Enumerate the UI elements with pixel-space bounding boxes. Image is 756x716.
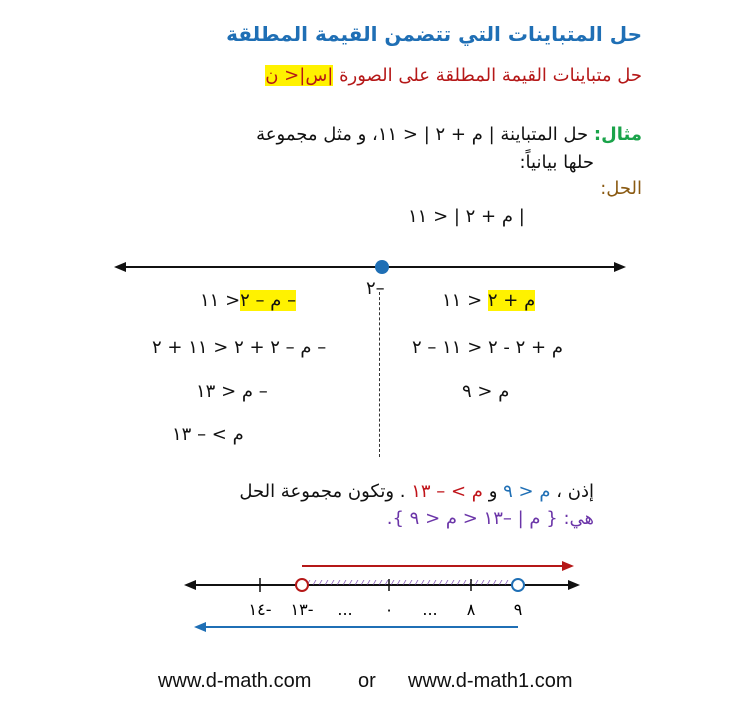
left-case-row-1-rest: < ١١	[200, 290, 241, 311]
right-case-highlight: م + ٢	[487, 290, 536, 311]
example-line-2: حلها بيانياً:	[519, 152, 594, 173]
split-point-label: ٢–	[366, 278, 385, 299]
red-arrowhead	[562, 561, 574, 571]
example-text: حل المتباينة | م + ٢ | < ١١، و مثل مجموعة	[256, 124, 589, 145]
conclusion-and: و	[488, 481, 498, 502]
footer-site-1[interactable]: www.d-math.com	[158, 670, 312, 692]
tick-label: ٠	[384, 600, 394, 619]
left-case-row-1	[200, 290, 296, 311]
tick-label: ١٤-	[248, 600, 272, 619]
tick-label: ٨	[466, 600, 476, 619]
left-case-row-3: – م < ١٣	[196, 381, 268, 402]
example-label: مثال:	[593, 124, 642, 145]
left-case-highlight: – م – ٢	[240, 290, 297, 311]
main-inequality: | م + ٢ | < ١١	[408, 206, 525, 227]
subtitle-highlight: |س|< ن	[265, 65, 334, 86]
conclusion-condition-1: م < ٩	[503, 481, 551, 502]
subtitle-text: حل متباينات القيمة المطلقة على الصورة	[339, 65, 642, 86]
right-case-row-3: م < ٩	[462, 381, 510, 402]
example-line-1	[256, 124, 642, 145]
subtitle	[265, 65, 642, 86]
conclusion-suffix: . وتكون مجموعة الحل	[239, 481, 406, 502]
tick-label: ١٣-	[290, 600, 314, 619]
case-divider	[379, 292, 380, 457]
conclusion-prefix: إذن ،	[556, 481, 594, 502]
split-point-dot	[375, 260, 389, 274]
footer-site-2[interactable]: www.d-math1.com	[408, 670, 573, 692]
left-case-row-2: – م – ٢ + ٢ < ١١ + ٢	[152, 337, 327, 358]
tick-label: ٩	[513, 600, 523, 619]
axis-right-arrow	[568, 580, 580, 590]
axis-left-arrow	[184, 580, 196, 590]
footer-or: or	[358, 670, 376, 692]
tick-label: ...	[422, 600, 438, 619]
conclusion-line-1	[239, 481, 594, 502]
solution-interval	[308, 580, 512, 585]
left-case-row-4: م > – ١٣	[172, 424, 244, 445]
tick-label: ...	[337, 600, 353, 619]
right-case-row-2: م + ٢ - ٢ < ١١ – ٢	[412, 337, 563, 358]
blue-arrowhead	[194, 622, 206, 632]
conclusion-condition-2: م > – ١٣	[411, 481, 483, 502]
solution-graph	[180, 555, 590, 640]
right-case-row-1-rest: < ١١	[442, 290, 488, 311]
open-point-9	[512, 579, 524, 591]
right-case-row-1	[442, 290, 535, 311]
solution-label: الحل:	[600, 178, 642, 199]
page-title: حل المتباينات التي تتضمن القيمة المطلقة	[226, 22, 642, 46]
open-point-minus-13	[296, 579, 308, 591]
solution-set: هي: { م | –١٣ < م < ٩ }.	[386, 508, 594, 529]
